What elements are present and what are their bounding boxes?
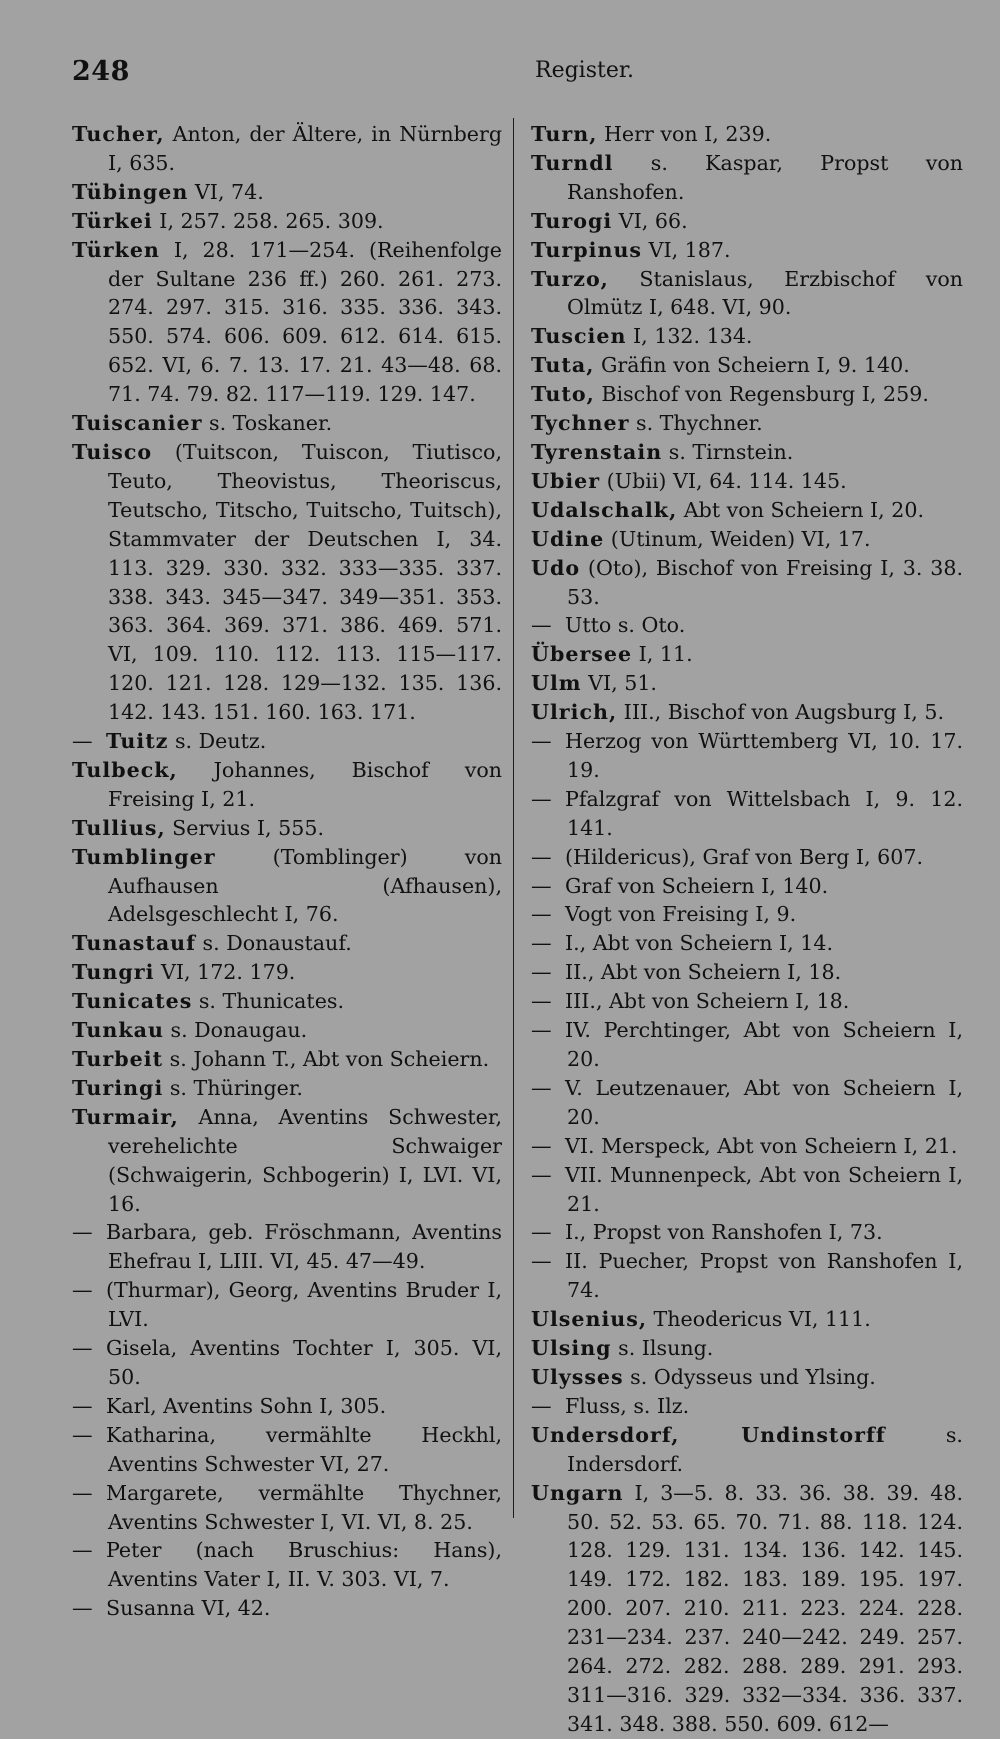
subentry-dash: — [72,1393,93,1418]
index-entry [531,207,963,236]
entry-text: Pfalzgraf von Wittelsbach I, 9. 12. 141. [565,786,963,840]
index-subentry [531,872,963,901]
entry-headword: Tullius, [72,815,166,840]
index-entry [72,1045,502,1074]
entry-headword: Ulsenius, [531,1307,648,1332]
subentry-dash: — [72,1480,93,1505]
entry-text: s. Indersdorf. [567,1422,963,1476]
entry-text: Utto s. Oto. [565,613,686,638]
index-entry [72,929,502,958]
entry-text: IV. Perchtinger, Abt von Scheiern I, 20. [565,1018,963,1071]
index-entry [531,265,963,323]
index-subentry [531,1074,963,1132]
running-head: Register. [535,58,634,83]
entry-text: s. Tirnstein. [662,439,794,464]
index-entry [72,1103,502,1219]
entry-text: Servius I, 555. [165,815,324,840]
index-entry [531,1305,963,1334]
entry-text: Vogt von Freising I, 9. [565,902,797,927]
entry-text: (Tomblinger) von Aufhausen (Afhausen), Adelsgeschlecht I, 76. [108,844,502,927]
index-entry [531,554,963,612]
entry-text: Margarete, vermählte Thychner, Aventins Schwester I, VI. VI, 8. 25. [106,1480,502,1534]
subentry-dash: — [531,1075,552,1100]
subentry-dash: — [531,873,552,898]
entry-headword: Tunicates [72,989,193,1014]
index-subentry [72,727,502,756]
index-entry [72,958,502,987]
subentry-dash: — [531,1249,552,1274]
index-entry [531,1479,963,1739]
index-entry [72,120,502,178]
subentry-dash: — [531,786,552,811]
entry-headword: Tuiscanier [72,411,203,436]
entry-text: s. Thüringer. [163,1075,303,1100]
entry-text: II. Puecher, Propst von Ranshofen I, 74. [565,1249,963,1303]
subentry-dash: — [72,729,93,754]
entry-headword: Turogi [531,208,613,233]
index-subentry [531,929,963,958]
index-entry [531,496,963,525]
index-subentry [72,1276,502,1334]
entry-text: Anna, Aventins Schwester, verehelichte Schwaiger (Schwaigerin, Schbogerin) I, LVI. VI, 16. [108,1104,502,1216]
entry-text: (Oto), Bischof von Freising I, 3. 38. 53. [567,555,963,609]
entry-headword: Udine [531,526,605,551]
page-header [70,52,930,92]
entry-text: I, 257. 258. 265. 309. [152,208,384,233]
entry-text: s. Toskaner. [202,411,333,436]
entry-text: VI, 66. [612,208,688,233]
entry-headword: Ulysses [531,1364,624,1389]
index-subentry [72,1218,502,1276]
index-entry [72,814,502,843]
entry-text: s. Thunicates. [192,989,345,1014]
entry-headword: Tulbeck, [72,757,178,782]
index-subentry [72,1536,502,1594]
index-entry [531,525,963,554]
entry-headword: Undersdorf, Undinstorff [531,1422,886,1447]
entry-text: I., Propst von Ranshofen I, 73. [565,1220,883,1245]
entry-text: s. Johann T., Abt von Scheiern. [163,1047,490,1071]
subentry-dash: — [531,931,552,956]
entry-text: V. Leutzenauer, Abt von Scheiern I, 20. [565,1075,963,1129]
index-subentry [72,1334,502,1392]
entry-headword: Udalschalk, [531,497,678,522]
entry-headword: Tungri [72,960,155,985]
index-subentry [531,1016,963,1074]
index-entry [531,409,963,438]
entry-text: I, 28. 171—254. (Reihenfolge der Sultane 236 ff.) 260. 261. 273. 274. 297. 315. 316. 335. 336. 343. 550. 574. 606. 609. 612. 614. 615. 652. VI, 6. 7. 13. 17. 21. 43—48. 68. 71. 74. 79. 82. 117—119. 129. 147. [108,237,502,407]
entry-headword: Tyrenstain [531,439,663,464]
entry-text: Johannes, Bischof von Freising I, 21. [108,757,502,811]
index-entry [72,1074,502,1103]
index-subentry [531,1161,963,1219]
entry-text: Susanna VI, 42. [106,1596,271,1621]
entry-text: Herzog von Württemberg VI, 10. 17. 19. [565,729,963,782]
page-number: 248 [72,56,130,87]
index-entry [72,987,502,1016]
subentry-dash: — [531,1393,552,1418]
column-divider [513,118,514,1518]
entry-headword: Tuscien [531,324,627,349]
entry-text: Abt von Scheiern I, 20. [677,497,925,522]
index-entry [72,178,502,207]
entry-text: (Ubii) VI, 64. 114. 145. [600,468,847,493]
entry-text: s. Deutz. [168,729,267,754]
entry-headword: Udo [531,555,581,580]
index-subentry [72,1421,502,1479]
entry-text: VI, 187. [642,237,731,262]
entry-headword: Turingi [72,1075,164,1100]
entry-text: VII. Munnenpeck, Abt von Scheiern I, 21. [565,1162,963,1216]
entry-headword: Ulrich, [531,700,618,725]
entry-headword: Tuitz [106,729,169,754]
index-subentry [531,987,963,1016]
entry-text: s. Thychner. [629,411,763,436]
entry-headword: Turpinus [531,237,643,262]
entry-headword: Turmair, [72,1104,179,1129]
index-entry [531,120,963,149]
entry-text: Fluss, s. Ilz. [565,1393,690,1418]
entry-text: III., Abt von Scheiern I, 18. [565,989,850,1014]
index-entry [72,207,502,236]
entry-text: Graf von Scheiern I, 140. [565,873,829,898]
entry-text: I, 11. [632,642,693,667]
subentry-dash: — [531,960,552,985]
index-subentry [531,1132,963,1161]
index-entry [531,351,963,380]
entry-headword: Turbeit [72,1047,164,1071]
index-entry [531,698,963,727]
entry-headword: Ulm [531,671,582,696]
subentry-dash: — [531,1133,552,1158]
entry-text: (Thurmar), Georg, Aventins Bruder I, LVI. [106,1278,502,1332]
entry-headword: Tumblinger [72,844,216,869]
entry-headword: Tuisco [72,439,153,464]
entry-text: Katharina, vermählte Heckhl, Aventins Schwester VI, 27. [106,1422,502,1476]
subentry-dash: — [72,1220,93,1245]
entry-text: s. Ilsung. [611,1336,714,1361]
entry-text: s. Kaspar, Propst von Ranshofen. [567,150,963,204]
entry-text: I., Abt von Scheiern I, 14. [565,931,833,956]
index-entry [72,843,502,930]
entry-text: Theodericus VI, 111. [647,1307,871,1332]
index-subentry [531,611,963,640]
entry-text: Gisela, Aventins Tochter I, 305. VI, 50. [106,1336,502,1389]
index-entry [531,1334,963,1363]
subentry-dash: — [72,1278,93,1303]
subentry-dash: — [72,1596,93,1621]
index-entry [72,409,502,438]
index-entry [72,236,502,409]
index-subentry [531,1247,963,1305]
index-entry [531,1363,963,1392]
entry-text: s. Odysseus und Ylsing. [623,1364,876,1389]
index-entry [72,438,502,727]
entry-text: (Tuitscon, Tuiscon, Tiutisco, Teuto, Theovistus, Theoriscus, Teutscho, Titscho, Tuitscho, Tuitsch), Stammvater der Deutschen I, 34. 113. 329. 330. 332. 333—335. 337. 338. 343. 345—347. 349—351. 353. 363. 364. 369. 371. 386. 469. 571. VI, 109. 110. 112. 113. 115—117. 120. 121. 128. 129—132. 135. 136. 142. 143. 151. 160. 163. 171. [108,439,502,725]
entry-text: Stanislaus, Erzbischof von Olmütz I, 648. VI, 90. [567,266,963,320]
entry-text: Anton, der Ältere, in Nürnberg I, 635. [108,122,502,175]
entry-text: (Utinum, Weiden) VI, 17. [604,526,871,551]
index-entry [531,640,963,669]
entry-headword: Tucher, [72,122,165,146]
entry-headword: Tübingen [72,179,189,204]
entry-text: I, 132. 134. [626,324,753,349]
entry-headword: Ungarn [531,1480,624,1505]
entry-headword: Ubier [531,468,601,493]
entry-headword: Tunkau [72,1018,164,1043]
index-subentry [531,785,963,843]
index-entry [531,149,963,207]
entry-headword: Türken [72,237,160,262]
entry-text: Karl, Aventins Sohn I, 305. [106,1393,387,1418]
index-subentry [531,900,963,929]
entry-headword: Turndl [531,150,614,175]
entry-headword: Tychner [531,411,630,436]
subentry-dash: — [72,1538,93,1563]
index-subentry [531,1218,963,1247]
subentry-dash: — [531,1018,552,1043]
entry-headword: Ulsing [531,1336,612,1361]
entry-headword: Türkei [72,208,153,233]
entry-text: (Hildericus), Graf von Berg I, 607. [565,844,924,869]
index-subentry [531,1392,963,1421]
entry-headword: Turzo, [531,266,609,291]
subentry-dash: — [72,1422,93,1447]
subentry-dash: — [531,729,552,754]
subentry-dash: — [531,1162,552,1187]
entry-text: VI. Merspeck, Abt von Scheiern I, 21. [565,1133,958,1158]
index-entry [531,322,963,351]
left-column [72,120,502,1623]
entry-text: s. Donaugau. [163,1018,308,1043]
subentry-dash: — [531,902,552,927]
entry-text: III., Bischof von Augsburg I, 5. [617,700,945,725]
entry-headword: Turn, [531,122,598,146]
entry-text: VI, 51. [581,671,657,696]
subentry-dash: — [531,613,552,638]
index-entry [72,756,502,814]
index-entry [531,236,963,265]
entry-text: Herr von I, 239. [597,122,772,146]
subentry-dash: — [531,844,552,869]
entry-headword: Tunastauf [72,931,197,956]
entry-text: Bischof von Regensburg I, 259. [594,382,929,407]
entry-headword: Übersee [531,642,633,667]
index-subentry [531,727,963,785]
right-column [531,120,963,1739]
entry-text: VI, 74. [188,179,264,204]
index-subentry [72,1594,502,1623]
entry-headword: Tuta, [531,353,595,378]
index-subentry [72,1392,502,1421]
index-entry [531,380,963,409]
index-entry [531,467,963,496]
subentry-dash: — [72,1336,93,1361]
entry-text: I, 3—5. 8. 33. 36. 38. 39. 48. 50. 52. 53. 65. 70. 71. 88. 118. 124. 128. 129. 131. 134. 136. 142. 145. 149. 172. 182. 183. 189. 195. 197. 200. 207. 210. 211. 223. 224. 228. 231—234. 237. 240—242. 249. 257. 264. 272. 282. 288. 289. 291. 293. 311—316. 329. 332—334. 336. 337. 341. 348. 388. 550. 609. 612— [567,1480,963,1736]
index-entry [531,438,963,467]
subentry-dash: — [531,1220,552,1245]
entry-text: s. Donaustauf. [196,931,352,956]
index-entry [531,1421,963,1479]
index-entry [72,1016,502,1045]
entry-text: Peter (nach Bruschius: Hans), Aventins Vater I, II. V. 303. VI, 7. [106,1538,502,1592]
index-subentry [531,958,963,987]
entry-text: VI, 172. 179. [154,960,296,985]
entry-text: Gräfin von Scheiern I, 9. 140. [594,353,910,378]
entry-text: II., Abt von Scheiern I, 18. [565,960,842,985]
index-subentry [72,1479,502,1537]
entry-text: Barbara, geb. Fröschmann, Aventins Ehefrau I, LIII. VI, 45. 47—49. [106,1220,502,1274]
index-subentry [531,843,963,872]
subentry-dash: — [531,989,552,1014]
index-entry [531,669,963,698]
entry-headword: Tuto, [531,382,595,407]
